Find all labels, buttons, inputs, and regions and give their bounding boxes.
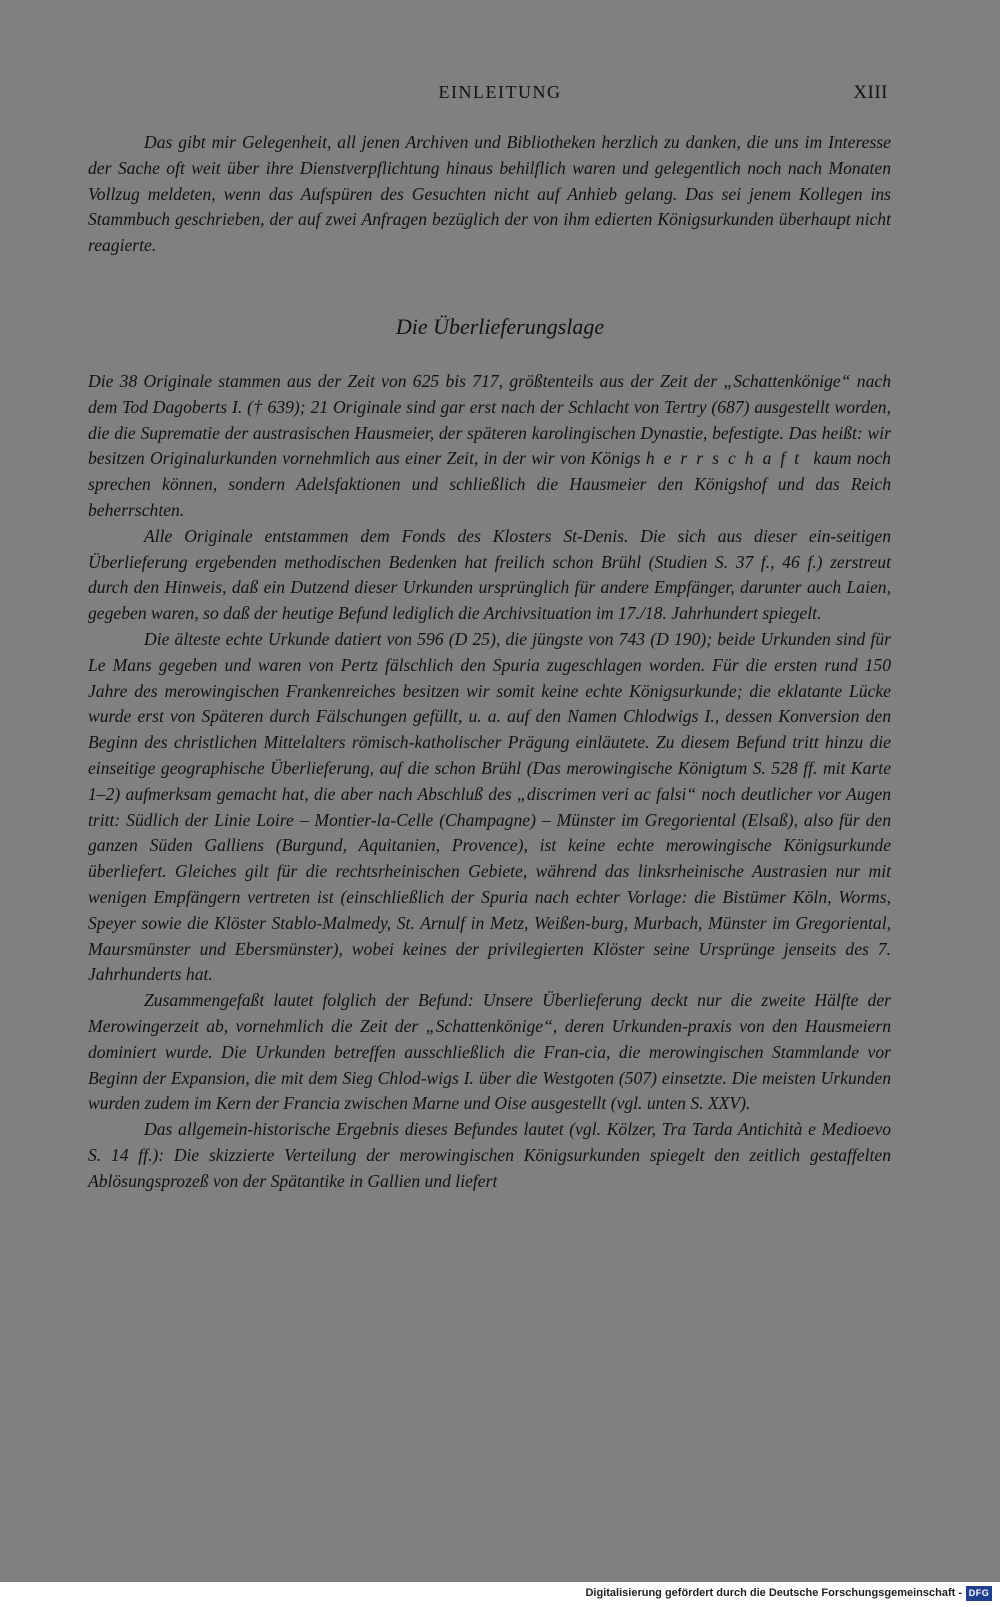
paragraph-1-spaced-word: herrschaft bbox=[645, 448, 809, 469]
footer-credit: Digitalisierung gefördert durch die Deutsche Forschungsgemeinschaft - bbox=[585, 1587, 962, 1599]
paragraph-1-text-a: Die 38 Originale stammen aus der Zeit von 625 bis 717, größtenteils aus der Zeit der „Schattenkönige“ nach dem Tod Dagoberts I. († 639); 21 Originale sind gar erst nach der Schlacht von Tertry (687) ausgestellt worden, die die Suprematie der austrasischen Hausmeier, der späteren karolingischen Dynastie, befestigte. Das heißt: wir besitzen Originalurkunden vornehmlich aus einer Zeit, in der wir von Königs bbox=[88, 371, 891, 469]
intro-block bbox=[88, 130, 891, 259]
paragraph-3: Die älteste echte Urkunde datiert von 596 (D 25), die jüngste von 743 (D 190); beide Urkunden sind für Le Mans gegeben und waren von Pertz fälschlich den Spuria zugeschlagen worden. Für die ersten rund 150 Jahre des merowingischen Frankenreiches besitzen wir somit keine echte Königsurkunde; die eklatante Lücke wurde erst von Späteren durch Fälschungen gefüllt, u. a. auf den Namen Chlodwigs I., dessen Konversion den Beginn des christlichen Mittelalters römisch-katholischer Prägung einläutete. Zu diesem Befund tritt hinzu die einseitige geographische Überlieferung, auf die schon Brühl (Das merowingische Königtum S. 528 ff. mit Karte 1–2) aufmerksam gemacht hat, die aber nach Abschluß des „discrimen veri ac falsi“ noch deutlicher vor Augen tritt: Südlich der Linie Loire – Montier-la-Celle (Champagne) – Münster im Gregoriental (Elsaß), also für den ganzen Süden Galliens (Burgund, Aquitanien, Provence), ist keine echte merowingische Königsurkunde überliefert. Gleiches gilt für die rechtsrheinischen Gebiete, während das linksrheinische Austrasien nur mit wenigen Empfängern vertreten ist (einschließlich der Spuria nach echter Vorlage: die Bistümer Köln, Worms, Speyer sowie die Klöster Stablo-Malmedy, St. Arnulf in Metz, Weißen-burg, Murbach, Münster im Gregoriental, Maursmünster und Ebersmünster), wobei keines der privilegierten Klöster seine Ursprünge jenseits des 7. Jahrhunderts hat. bbox=[88, 628, 891, 985]
running-title: EINLEITUNG bbox=[438, 82, 562, 102]
paragraph-5: Das allgemein-historische Ergebnis dieses Befundes lautet (vgl. Kölzer, Tra Tarda Antichità e Medioevo S. 14 ff.): Die skizzierte Verteilung der merowingischen Königsurkunden spiegelt den zeitlich gestaffelten Ablösungsprozeß von der Spätantike in Gallien und liefert bbox=[88, 1119, 891, 1191]
main-text-block bbox=[88, 369, 891, 1195]
paragraph-2: Alle Originale entstammen dem Fonds des Klosters St-Denis. Die sich aus dieser ein-seitigen Überlieferung ergebenden methodischen Bedenken hat freilich schon Brühl (Studien S. 37 f., 46 f.) zerstreut durch den Hinweis, daß ein Dutzend dieser Urkunden ursprünglich für andere Empfänger, darunter auch Laien, gegeben waren, so daß der heutige Befund lediglich die Archivsituation im 17./18. Jahrhundert spiegelt. bbox=[88, 525, 891, 624]
section-heading: Die Überlieferungslage bbox=[395, 314, 605, 339]
paragraph-1-text-b: kaum noch sprechen können, sondern Adelsfaktionen und schließlich die Hausmeier den Königshof und das Reich beherrschten. bbox=[88, 448, 891, 520]
paragraph-1 bbox=[88, 369, 891, 524]
intro-paragraph: Das gibt mir Gelegenheit, all jenen Archiven und Bibliotheken herzlich zu danken, die uns im Interesse der Sache oft weit über ihre Dienstverpflichtung hinaus behilflich waren und gelegentlich noch nach Monaten Vollzug meldeten, wenn das Aufspüren des Gesuchten nicht auf Anhieb gelang. Das sei jenem Kollegen ins Stammbuch geschrieben, der auf zwei Anfragen bezüglich der von ihm edierten Königsurkunden überhaupt nicht reagierte. bbox=[88, 132, 891, 256]
dfg-logo-icon: DFG bbox=[966, 1586, 992, 1601]
paragraph-4: Zusammengefaßt lautet folglich der Befund: Unsere Überlieferung deckt nur die zweite Hälfte der Merowingerzeit ab, vornehmlich die Zeit der „Schattenkönige“, deren Urkunden-praxis von den Hausmeiern dominiert wurde. Die Urkunden betreffen ausschließlich die Fran-cia, die merowingischen Stammlande vor Beginn der Expansion, die mit dem Sieg Chlod-wigs I. über die Westgoten (507) einsetzte. Die meisten Urkunden wurden zudem im Kern der Francia zwischen Marne und Oise ausgestellt (vgl. unten S. XXV). bbox=[88, 990, 891, 1114]
footer-bar bbox=[0, 1582, 1000, 1607]
page-number: XIII bbox=[853, 82, 888, 103]
running-head bbox=[0, 82, 1000, 108]
